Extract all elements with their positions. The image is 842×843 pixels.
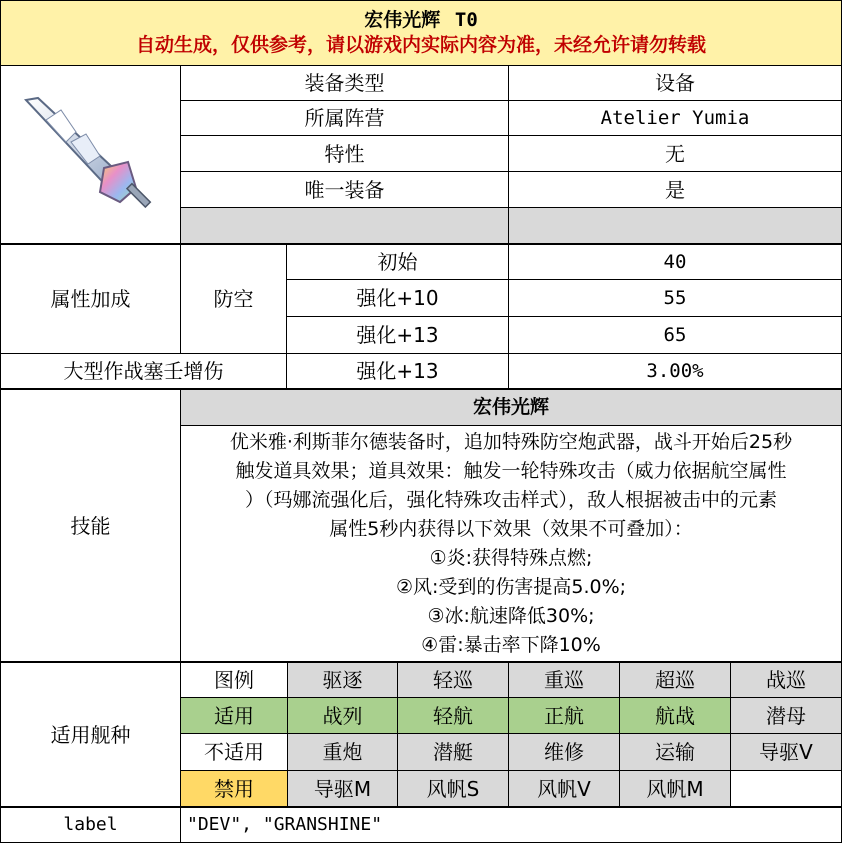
ship-type-cb: 超巡 (619, 661, 731, 698)
header-title-line (364, 11, 478, 30)
empty-gray-cell (180, 207, 509, 244)
ship-type-ddgv: 导驱V (730, 733, 842, 771)
skill-line: 属性5秒内获得以下效果（效果不可叠加）： (329, 517, 693, 540)
equip-type-label: 装备类型 (180, 65, 509, 101)
ship-type-ddgm: 导驱M (287, 770, 398, 807)
trait-value: 无 (508, 135, 842, 172)
skill-effect-wind: ②风:受到的伤害提高5.0%; (395, 575, 627, 598)
ship-type-bm: 重炮 (287, 733, 398, 771)
ship-type-ssv: 潜母 (730, 697, 842, 734)
stat-level-plus10-text: 强化+10 (356, 286, 439, 310)
ship-type-ar: 维修 (508, 733, 620, 771)
ship-type-ixv: 风帆V (508, 770, 620, 807)
ship-type-cv: 正航 (508, 697, 620, 734)
skill-effect-ice: ③冰:航速降低30%; (427, 604, 595, 627)
stat-level-initial: 初始 (286, 243, 509, 280)
skill-label: 技能 (0, 388, 181, 662)
ship-type-ss: 潜艇 (397, 733, 509, 771)
ship-type-bc: 战巡 (730, 661, 842, 698)
stat-value-plus13: 65 (508, 316, 842, 354)
ship-type-empty (730, 770, 842, 807)
stat-bonus-label: 属性加成 (0, 243, 181, 354)
empty-gray-cell (508, 207, 842, 244)
ship-type-ca: 重巡 (508, 661, 620, 698)
legend-not-applicable: 不适用 (180, 733, 288, 771)
skill-name: 宏伟光辉 (180, 388, 842, 426)
ship-type-cvl: 轻航 (397, 697, 509, 734)
skill-line: 优米雅·利斯菲尔德装备时，追加特殊防空炮武器，战斗开始后25秒 (229, 430, 793, 453)
sword-icon (16, 80, 166, 230)
label-value: "DEV", "GRANSHINE" (180, 806, 842, 843)
equipment-icon-cell (0, 65, 181, 244)
unique-value: 是 (508, 171, 842, 208)
trait-label: 特性 (180, 135, 509, 172)
unique-label: 唯一装备 (180, 171, 509, 208)
ship-type-cl: 轻巡 (397, 661, 509, 698)
skill-effect-fire: ①炎:获得特殊点燃; (429, 546, 593, 569)
legend-header: 图例 (180, 661, 288, 698)
ship-types-label: 适用舰种 (0, 661, 181, 807)
equipment-title: 宏伟光辉 (364, 9, 441, 31)
faction-label: 所属阵营 (180, 100, 509, 136)
stat-level-plus13: 强化+13 (286, 316, 509, 354)
boss-damage-level: 强化+13 (286, 353, 509, 389)
legend-banned: 禁用 (180, 770, 288, 807)
skill-line: ）（玛娜流强化后，强化特殊攻击样式），敌人根据被击中的元素 (244, 488, 777, 511)
stat-value-initial: 40 (508, 243, 842, 280)
tier-badge: T0 (454, 9, 478, 31)
label-key: label (0, 806, 181, 843)
stat-level-plus10 (286, 279, 509, 317)
skill-description (180, 425, 842, 662)
ship-type-ae: 运输 (619, 733, 731, 771)
ship-type-ixm: 风帆M (619, 770, 731, 807)
faction-value: Atelier Yumia (508, 100, 842, 136)
disclaimer-notice: 自动生成，仅供参考，请以游戏内实际内容为准，未经允许请勿转载 (135, 34, 706, 56)
skill-line: 触发道具效果；道具效果：触发一轮特殊攻击（威力依据航空属性 (235, 459, 787, 482)
stat-value-plus10: 55 (508, 279, 842, 317)
boss-damage-label: 大型作战塞壬增伤 (0, 353, 287, 389)
stat-name: 防空 (180, 243, 287, 354)
ship-type-ixs: 风帆S (397, 770, 509, 807)
legend-applicable: 适用 (180, 697, 288, 734)
ship-type-bb: 战列 (287, 697, 398, 734)
ship-type-bbv: 航战 (619, 697, 731, 734)
header (0, 0, 842, 66)
skill-effect-thunder: ④雷:暴击率下降10% (421, 633, 601, 656)
boss-damage-value: 3.00% (508, 353, 842, 389)
equip-type-value: 设备 (508, 65, 842, 101)
ship-type-dd: 驱逐 (287, 661, 398, 698)
